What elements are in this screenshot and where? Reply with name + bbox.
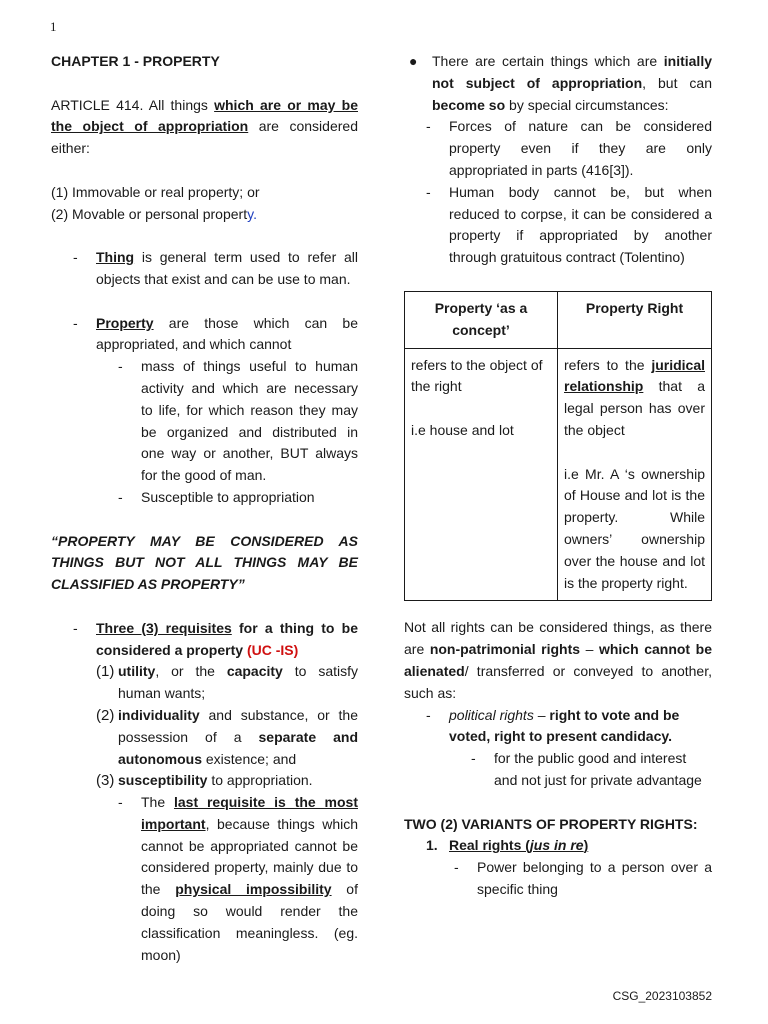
dash-marker: - [73,249,78,266]
dash-marker: - [426,706,431,723]
option-immovable: (1) Immovable or real property; or [51,183,260,200]
public-good-note: - for the public good and interest and not just for private advantage [471,750,702,788]
requisite-utility: (1) utility, or the capacity to satisfy human wants; [96,663,358,702]
table-header-concept: Property ‘as a concept’ [405,291,558,348]
dash-marker: - [73,314,78,331]
property-quote: “PROPERTY MAY BE CONSIDERED AS THINGS BUT NOT ALL THINGS MAY BE CLASSIFIED AS PROPERTY” [51,532,358,593]
requisites-heading: - Three (3) requisites for a thing to be considered a property (UC -IS) [73,619,358,658]
footer-code: CSG_2023103852 [612,989,712,1003]
chapter-title: CHAPTER 1 - PROPERTY [51,53,220,69]
dash-marker: - [118,488,123,505]
page-number: 1 [50,19,57,34]
dash-marker: - [426,183,431,200]
requisite-susceptibility: (3) susceptibility to appropriation. [96,772,313,790]
non-patrimonial-rights: Not all rights can be considered things, as there are non-patrimonial rights – which cannot be alienated/ transferred or conveyed to another, such as: [404,619,712,701]
property-sub-susceptible: - Susceptible to appropriation [51,487,358,509]
property-comparison-table [404,291,712,601]
article-414: ARTICLE 414. All things which are or may be the object of appropriation are considered either: [51,96,358,157]
table-cell-right: refers to the juridical relationship that a legal person has over the object i.e Mr. A ‘s ownership of House and lot is the property. While owners’ ownership over the house and lot is the property right. [558,348,712,601]
real-rights-definition: - Power belonging to a person over a specific thing [454,859,712,897]
appropriation-bullet: ● There are certain things which are initially not subject of appropriation, but can become so by special circumstances: [409,53,713,113]
thing-definition: - Thing is general term used to refer all objects that exist and can be use to man. [73,249,358,287]
property-definition: - Property are those which can be appropriated, and which cannot [73,314,358,353]
real-rights-heading: 1. Real rights (jus in re) [426,837,589,854]
right-column [404,51,712,901]
option-movable: (2) Movable or personal property. [51,205,257,222]
dash-marker: - [118,358,123,375]
table-header-right: Property Right [558,291,712,348]
human-body: - Human body cannot be, but when reduced to corpse, it can be considered a property if appropriated by another through gratuitous contract (Tolentino) [426,183,712,266]
forces-of-nature: - Forces of nature can be considered property even if they are only appropriated in parts (416[3]). [426,118,712,178]
political-rights: - political rights – right to vote and be voted, right to present candidacy. [426,706,680,745]
dash-marker: - [118,794,123,811]
bullet-icon: ● [409,53,418,69]
variants-heading: TWO (2) VARIANTS OF PROPERTY RIGHTS: [404,815,698,832]
dash-marker: - [454,859,459,876]
last-requisite-note: - The last requisite is the most important, because things which cannot be appropriated cannot be considered property, mainly due to the physical impossibility of doing so would render the classification meaningless. (eg. moon) [118,794,358,963]
property-sub-mass: - mass of things useful to human activity and which are necessary to life, for which reason they may be organized and distributed in one way or another, BUT always for the good of man. [118,358,358,484]
dash-marker: - [471,750,476,767]
dash-marker: - [426,118,431,135]
dash-marker: - [73,619,78,636]
requisite-individuality: (2) individuality and substance, or the possession of a separate and autonomous existence; and [96,706,359,767]
left-column [51,51,358,966]
table-cell-concept: refers to the object of the right i.e house and lot [405,348,558,601]
